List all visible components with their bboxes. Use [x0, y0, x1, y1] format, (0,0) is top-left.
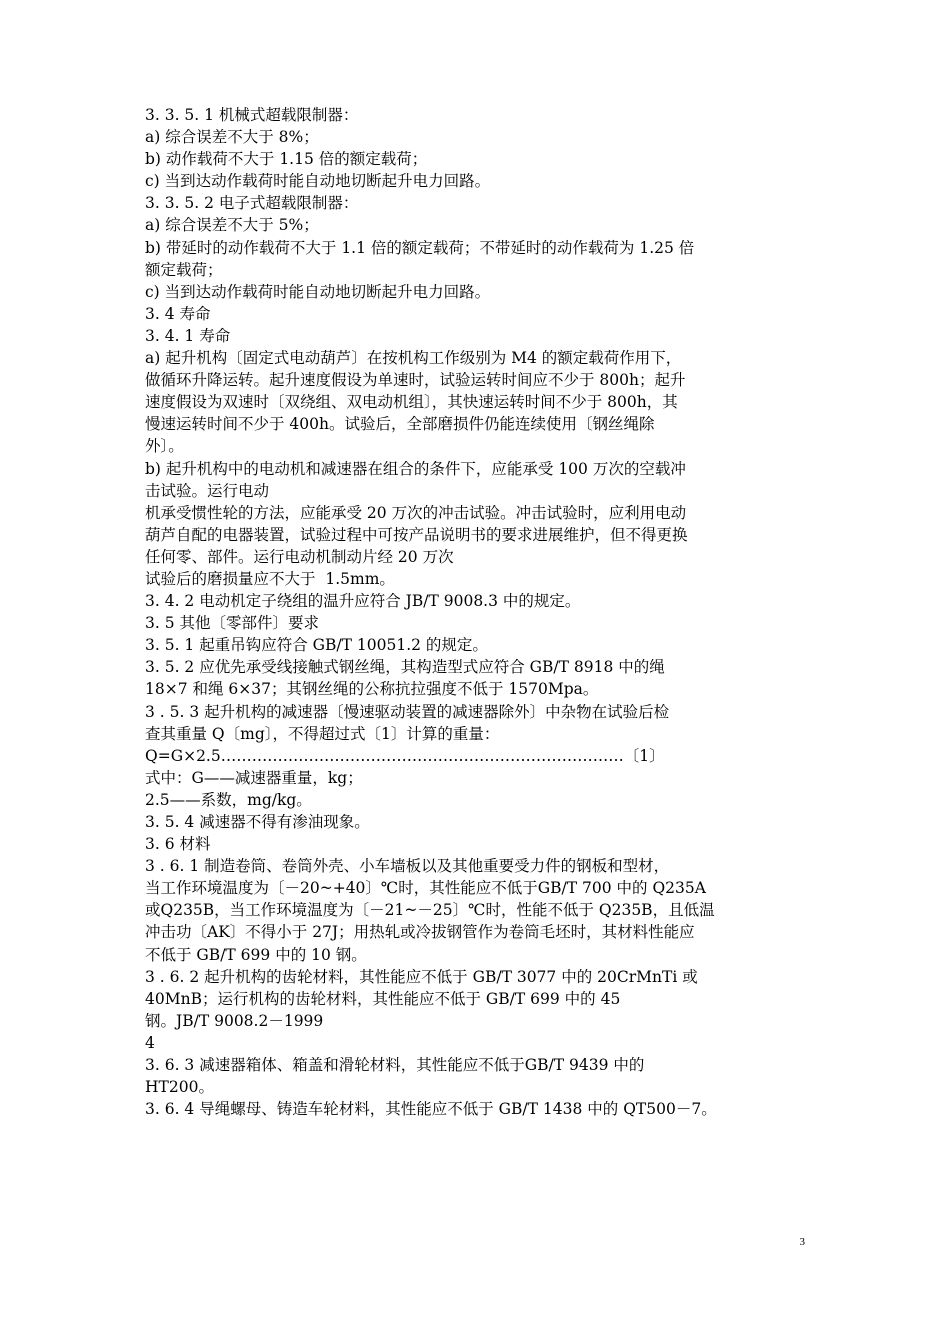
text-line: 3. 6. 4 导绳螺母、铸造车轮材料，其性能应不低于 GB/T 1438 中的 QT500－7。	[145, 1100, 717, 1119]
text-line: 不低于 GB/T 699 中的 10 钢。	[145, 945, 367, 964]
page-number: 3	[799, 1236, 805, 1248]
text-line: b) 起升机构中的电动机和减速器在组合的条件下，应能承受 100 万次的空载冲	[145, 459, 686, 478]
text-line: 3 . 6. 1 制造卷筒、卷筒外壳、小车墙板以及其他重要受力件的钢板和型材，	[145, 857, 670, 876]
text-line: 3. 6. 3 减速器箱体、箱盖和滑轮材料，其性能应不低于GB/T 9439 中的	[145, 1056, 645, 1075]
text-line: 当工作环境温度为〔－20~+40〕℃时，其性能应不低于GB/T 700 中的 Q235A	[145, 879, 706, 898]
text-line: 额定载荷；	[145, 260, 223, 279]
text-line: 3. 6 材料	[145, 835, 211, 854]
text-line: 3. 3. 5. 2 电子式超载限制器：	[145, 194, 359, 213]
text-line: c) 当到达动作载荷时能自动地切断起升电力回路。	[145, 172, 491, 191]
text-line: 任何零、部件。运行电动机制动片经 20 万次	[145, 547, 454, 566]
text-line: 2.5——系数，mg/kg。	[145, 790, 312, 809]
text-line: 慢速运转时间不少于 400h。试验后，全部磨损件仍能连续使用〔钢丝绳除	[145, 415, 655, 434]
text-line: HT200。	[145, 1078, 214, 1097]
text-line: a) 综合误差不大于 8%；	[145, 128, 319, 147]
text-line: 击试验。运行电动	[145, 481, 270, 500]
text-line: 40MnB；运行机构的齿轮材料，其性能应不低于 GB/T 699 中的 45	[145, 989, 621, 1008]
text-line: 3. 4. 2 电动机定子绕组的温升应符合 JB/T 9008.3 中的规定。	[145, 592, 581, 611]
text-line: 4	[145, 1033, 155, 1052]
text-line: 钢。JB/T 9008.2－1999	[145, 1011, 324, 1030]
text-line: a) 综合误差不大于 5%；	[145, 216, 319, 235]
text-line: b) 带延时的动作载荷不大于 1.1 倍的额定载荷；不带延时的动作载荷为 1.25 倍	[145, 238, 695, 257]
text-line: 3. 5. 2 应优先承受线接触式钢丝绳，其构造型式应符合 GB/T 8918 中的绳	[145, 658, 665, 677]
text-line: a) 起升机构〔固定式电动葫芦〕在按机构工作级别为 M4 的额定载荷作用下，	[145, 349, 682, 368]
text-line: 3. 4 寿命	[145, 304, 211, 323]
text-line: 18×7 和绳 6×37；其钢丝绳的公称抗拉强度不低于 1570Mpa。	[145, 680, 599, 699]
text-line: c) 当到达动作载荷时能自动地切断起升电力回路。	[145, 282, 491, 301]
text-line: 3. 5. 1 起重吊钩应符合 GB/T 10051.2 的规定。	[145, 636, 488, 655]
document-body	[145, 104, 815, 1120]
text-line: 试验后的磨损量应不大于 1.5mm。	[145, 569, 395, 588]
text-line: 冲击功〔AK〕不得小于 27J；用热轧或冷拔钢管作为卷筒毛坯时，其材料性能应	[145, 923, 695, 942]
text-line: 3 . 6. 2 起升机构的齿轮材料，其性能应不低于 GB/T 3077 中的 20CrMnTi 或	[145, 967, 698, 986]
text-line: 葫芦自配的电器装置，试验过程中可按产品说明书的要求进展维护，但不得更换	[145, 525, 688, 544]
text-line: 查其重量 Q〔mg〕，不得超过式〔1〕计算的重量：	[145, 724, 500, 743]
text-line: 3. 4. 1 寿命	[145, 326, 231, 345]
text-line: 3. 5. 4 减速器不得有渗油现象。	[145, 813, 370, 831]
text-line: 做循环升降运转。起升速度假设为单速时，试验运转时间应不少于 800h；起升	[145, 371, 686, 390]
text-line: 3 . 5. 3 起升机构的减速器〔慢速驱动装置的减速器除外〕中杂物在试验后检	[145, 702, 670, 721]
text-line: 或Q235B，当工作环境温度为〔－21~－25〕℃时，性能不低于 Q235B，且低温	[145, 901, 715, 920]
formula-line: Q=G×2.5……………………………………………………………………〔1〕	[145, 746, 665, 765]
text-line: 式中：G——减速器重量，kg；	[145, 768, 363, 787]
text-line: 机承受惯性轮的方法，应能承受 20 万次的冲击试验。冲击试验时，应利用电动	[145, 503, 687, 522]
text-line: 速度假设为双速时〔双绕组、双电动机组〕，其快速运转时间不少于 800h，其	[145, 393, 678, 412]
text-line: 3. 5 其他〔零部件〕要求	[145, 614, 320, 633]
text-line: 3. 3. 5. 1 机械式超载限制器：	[145, 106, 359, 124]
text-line: b) 动作载荷不大于 1.15 倍的额定载荷；	[145, 150, 428, 169]
text-line: 外〕。	[145, 437, 184, 456]
